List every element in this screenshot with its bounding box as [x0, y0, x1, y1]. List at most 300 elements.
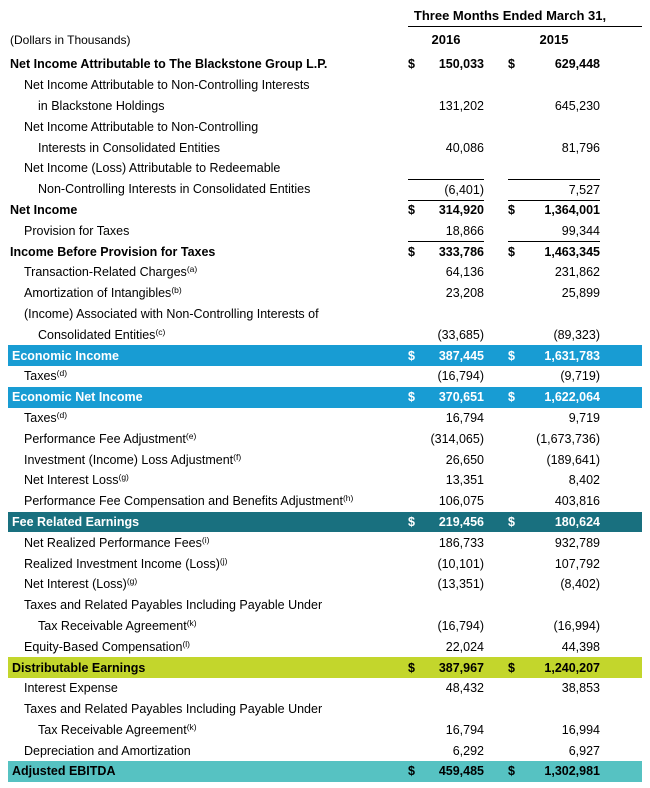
value-cell-2016 — [408, 408, 484, 429]
row-taxes — [8, 408, 642, 429]
row-economic-net-income — [8, 387, 642, 408]
row-net-interest-loss — [8, 574, 642, 595]
value-cell-2016 — [408, 761, 484, 782]
dollar-sign: $ — [408, 764, 415, 779]
value-cell-2016 — [408, 740, 484, 761]
footnote-reference: (f) — [233, 452, 242, 462]
row-label — [8, 681, 408, 695]
amount: (10,101) — [437, 556, 484, 571]
amount: 932,789 — [554, 535, 600, 550]
footnote-reference: (d) — [56, 410, 68, 420]
value-cell-2015 — [508, 304, 600, 325]
value-cell-2016 — [408, 491, 484, 512]
value-cell-2015 — [508, 54, 600, 75]
row-label-text: Tax Receivable Agreement — [38, 618, 187, 633]
amount: 629,448 — [554, 57, 600, 72]
footnote-reference: (g) — [126, 577, 138, 587]
dollar-sign: $ — [508, 245, 515, 260]
dollar-sign: $ — [508, 348, 515, 363]
table-line — [8, 54, 642, 75]
row-label — [8, 203, 408, 217]
table-line — [8, 304, 642, 325]
value-cell-2016 — [408, 304, 484, 325]
table-line — [8, 262, 642, 283]
footnote-reference: (i) — [201, 535, 210, 545]
row-label — [8, 161, 408, 175]
table-line — [8, 200, 642, 221]
value-cell-2016 — [408, 200, 484, 221]
value-cell-2016 — [408, 512, 484, 533]
table-line — [8, 324, 642, 345]
amount: 131,202 — [438, 98, 484, 113]
row-label-text: Net Income (Loss) Attributable to Redeemable — [24, 161, 281, 176]
table-line — [8, 657, 642, 678]
value-cell-2016 — [408, 75, 484, 96]
period-header: Three Months Ended March 31, — [408, 8, 642, 27]
table-line — [8, 512, 642, 533]
table-line — [8, 553, 642, 574]
amount: (89,323) — [553, 327, 600, 342]
row-label — [8, 411, 408, 425]
amount: 9,719 — [568, 410, 600, 425]
row-label-text: (Income) Associated with Non-Controlling Interests of — [24, 306, 319, 321]
amount: 25,899 — [561, 286, 600, 301]
row-label — [8, 764, 408, 778]
row-label — [8, 78, 408, 92]
row-label-text: Investment (Income) Loss Adjustment — [24, 452, 234, 467]
row-label — [8, 307, 408, 321]
value-cell-2015 — [508, 616, 600, 637]
footnote-reference: (k) — [186, 618, 197, 628]
row-income-before-provision-for-taxes — [8, 241, 642, 262]
table-line — [8, 720, 642, 741]
amount: 459,485 — [438, 764, 484, 779]
row-taxes-and-related-payables-including-payable-und — [8, 699, 642, 741]
row-investment-income-loss-adjustment — [8, 449, 642, 470]
amount: 99,344 — [561, 223, 600, 238]
row-label-text: Taxes — [24, 410, 57, 425]
value-cell-2015 — [508, 449, 600, 470]
table-line — [8, 470, 642, 491]
value-cell-2016 — [408, 158, 484, 179]
row-label-text: Realized Investment Income (Loss) — [24, 556, 220, 571]
value-cell-2015 — [508, 470, 600, 491]
amount: (189,641) — [546, 452, 600, 467]
row-label — [8, 57, 408, 71]
dollar-sign: $ — [508, 203, 515, 218]
row-label-text: Adjusted EBITDA — [12, 764, 116, 779]
row-label-text: Economic Net Income — [12, 390, 143, 405]
amount: (6,401) — [444, 182, 484, 197]
footnote-reference: (j) — [219, 556, 228, 566]
dollar-sign: $ — [408, 514, 415, 529]
amount: 1,463,345 — [544, 245, 600, 260]
row-label-text: Taxes — [24, 369, 57, 384]
row-label-text: in Blackstone Holdings — [38, 98, 165, 113]
value-cell-2015 — [508, 512, 600, 533]
value-cell-2015 — [508, 220, 600, 241]
row-label — [8, 494, 408, 508]
amount: 1,622,064 — [544, 390, 600, 405]
value-cell-2015 — [508, 137, 600, 158]
row-net-realized-performance-fees — [8, 532, 642, 553]
amount: 1,302,981 — [544, 764, 600, 779]
value-cell-2015 — [508, 574, 600, 595]
value-cell-2016 — [408, 241, 484, 262]
value-cell-2016 — [408, 387, 484, 408]
amount: 6,292 — [452, 743, 484, 758]
value-cell-2015 — [508, 428, 600, 449]
amount: (9,719) — [560, 369, 600, 384]
row-label-text: Interests in Consolidated Entities — [38, 140, 221, 155]
table-line — [8, 532, 642, 553]
value-cell-2016 — [408, 699, 484, 720]
row-label — [8, 744, 408, 758]
dollar-sign: $ — [408, 57, 415, 72]
table-line — [8, 595, 642, 616]
row-adjusted-ebitda — [8, 761, 642, 782]
value-cell-2016 — [408, 179, 484, 200]
row-label — [8, 369, 408, 383]
row-label-text: Taxes and Related Payables Including Payable Under — [24, 702, 323, 717]
amount: 370,651 — [438, 390, 484, 405]
table-line — [8, 574, 642, 595]
value-cell-2016 — [408, 720, 484, 741]
row-label — [8, 141, 408, 155]
value-cell-2016 — [408, 657, 484, 678]
value-cell-2015 — [508, 75, 600, 96]
footnote-reference: (c) — [155, 327, 166, 337]
dollar-sign: $ — [508, 514, 515, 529]
value-cell-2016 — [408, 678, 484, 699]
row-net-income-attributable-to-non-controlling — [8, 116, 642, 158]
value-cell-2016 — [408, 54, 484, 75]
amount: (8,402) — [560, 577, 600, 592]
row-label-text: Net Income Attributable to The Blackstone Group L.P. — [10, 57, 328, 72]
row-label-text: Net Income Attributable to Non-Controlling — [24, 119, 259, 134]
row-label — [8, 536, 408, 550]
row-label-text: Fee Related Earnings — [12, 514, 140, 529]
row-label — [8, 349, 408, 363]
row-label — [8, 265, 408, 279]
table-line — [8, 75, 642, 96]
amount: 16,794 — [445, 410, 484, 425]
row-label-text: Equity-Based Compensation — [24, 639, 183, 654]
dollar-sign: $ — [508, 764, 515, 779]
amount: 107,792 — [554, 556, 600, 571]
table-line — [8, 387, 642, 408]
table-line — [8, 449, 642, 470]
row-taxes — [8, 366, 642, 387]
amount: 44,398 — [561, 639, 600, 654]
value-cell-2016 — [408, 574, 484, 595]
row-net-income — [8, 200, 642, 221]
row-depreciation-and-amortization — [8, 740, 642, 761]
row-label — [8, 432, 408, 446]
row-label — [8, 99, 408, 113]
table-line — [8, 220, 642, 241]
row-economic-income — [8, 345, 642, 366]
amount: 186,733 — [438, 535, 484, 550]
amount: 38,853 — [561, 681, 600, 696]
footnote-reference: (g) — [118, 473, 129, 483]
row-label-text: Tax Receivable Agreement — [38, 722, 187, 737]
amount: 1,364,001 — [544, 203, 600, 218]
row-label — [8, 286, 408, 300]
amount: 333,786 — [438, 245, 484, 260]
amount: 645,230 — [554, 98, 600, 113]
value-cell-2016 — [408, 366, 484, 387]
table-line — [8, 616, 642, 637]
dollar-sign: $ — [408, 245, 415, 260]
amount: 22,024 — [445, 639, 484, 654]
amount: (16,794) — [437, 369, 484, 384]
value-cell-2016 — [408, 220, 484, 241]
row-label-text: Consolidated Entities — [38, 327, 156, 342]
row-income-associated-with-non-controlling-interests — [8, 304, 642, 346]
amount: 18,866 — [445, 223, 484, 238]
amount: 7,527 — [568, 182, 600, 197]
amount: 150,033 — [438, 57, 484, 72]
amount: (16,994) — [553, 618, 600, 633]
table-line — [8, 428, 642, 449]
amount: 314,920 — [438, 203, 484, 218]
amount: 1,240,207 — [544, 660, 600, 675]
footnote-reference: (e) — [185, 431, 197, 441]
value-cell-2016 — [408, 616, 484, 637]
value-cell-2016 — [408, 324, 484, 345]
row-label — [8, 598, 408, 612]
footnote-reference: (b) — [171, 286, 182, 296]
dollar-sign: $ — [508, 390, 515, 405]
table-line — [8, 345, 642, 366]
row-label — [8, 577, 408, 591]
value-cell-2015 — [508, 699, 600, 720]
value-cell-2016 — [408, 96, 484, 117]
row-label — [8, 702, 408, 716]
value-cell-2015 — [508, 678, 600, 699]
row-taxes-and-related-payables-including-payable-und — [8, 595, 642, 637]
amount: 48,432 — [445, 681, 484, 696]
value-cell-2015 — [508, 116, 600, 137]
value-cell-2015 — [508, 532, 600, 553]
amount: 16,794 — [445, 722, 484, 737]
value-cell-2015 — [508, 387, 600, 408]
column-header-2016: 2016 — [431, 32, 461, 47]
value-cell-2016 — [408, 470, 484, 491]
value-cell-2016 — [408, 262, 484, 283]
amount: 231,862 — [554, 265, 600, 280]
table-line — [8, 636, 642, 657]
amount: 387,967 — [438, 660, 484, 675]
row-realized-investment-income-loss — [8, 553, 642, 574]
row-label-text: Economic Income — [12, 348, 119, 363]
row-equity-based-compensation — [8, 636, 642, 657]
table-line — [8, 179, 642, 200]
dollar-sign: $ — [408, 660, 415, 675]
value-cell-2016 — [408, 636, 484, 657]
amount: 219,456 — [438, 514, 484, 529]
row-label-text: Net Interest Loss — [24, 473, 119, 488]
column-header-2015: 2015 — [539, 32, 569, 47]
value-cell-2015 — [508, 241, 600, 262]
value-cell-2015 — [508, 408, 600, 429]
row-label-text: Taxes and Related Payables Including Payable Under — [24, 598, 323, 613]
row-amortization-of-intangibles — [8, 283, 642, 304]
amount: 16,994 — [561, 722, 600, 737]
table-line — [8, 408, 642, 429]
dollar-sign: $ — [408, 390, 415, 405]
footnote-reference: (d) — [56, 369, 68, 379]
row-label-text: Performance Fee Adjustment — [24, 431, 186, 446]
row-label — [8, 224, 408, 238]
row-label — [8, 661, 408, 675]
value-cell-2015 — [508, 179, 600, 200]
value-cell-2016 — [408, 428, 484, 449]
row-label — [8, 182, 408, 196]
row-label-text: Net Realized Performance Fees — [24, 535, 202, 550]
value-cell-2015 — [508, 720, 600, 741]
row-transaction-related-charges — [8, 262, 642, 283]
amount: 387,445 — [438, 348, 484, 363]
row-label-text: Net Income Attributable to Non-Controlling Interests — [24, 78, 310, 93]
table-header-period-row — [8, 8, 642, 27]
row-net-income-loss-attributable-to-redeemable — [8, 158, 642, 200]
table-line — [8, 678, 642, 699]
table-line — [8, 96, 642, 117]
amount: (33,685) — [437, 327, 484, 342]
row-performance-fee-adjustment — [8, 428, 642, 449]
value-cell-2015 — [508, 366, 600, 387]
value-cell-2015 — [508, 491, 600, 512]
row-label-text: Amortization of Intangibles — [24, 286, 172, 301]
value-cell-2016 — [408, 595, 484, 616]
table-line — [8, 699, 642, 720]
amount: (1,673,736) — [536, 431, 600, 446]
table-line — [8, 116, 642, 137]
row-performance-fee-compensation-and-benefits-adjust — [8, 491, 642, 512]
value-cell-2015 — [508, 657, 600, 678]
row-label — [8, 328, 408, 342]
row-net-income-attributable-to-non-controlling-inter — [8, 75, 642, 117]
table-line — [8, 761, 642, 782]
value-cell-2015 — [508, 158, 600, 179]
footnote-reference: (h) — [342, 494, 354, 504]
value-cell-2015 — [508, 345, 600, 366]
dollar-sign: $ — [508, 660, 515, 675]
amount: 8,402 — [568, 473, 600, 488]
row-label-text: Net Income — [10, 202, 78, 217]
amount: (16,794) — [437, 618, 484, 633]
footnote-reference: (k) — [186, 722, 197, 732]
row-label — [8, 640, 408, 654]
amount: 403,816 — [554, 494, 600, 509]
value-cell-2016 — [408, 116, 484, 137]
value-cell-2015 — [508, 553, 600, 574]
row-label-text: Provision for Taxes — [24, 223, 130, 238]
row-fee-related-earnings — [8, 512, 642, 533]
amount: 26,650 — [445, 452, 484, 467]
value-cell-2015 — [508, 595, 600, 616]
row-label-text: Performance Fee Compensation and Benefits Adjustment — [24, 494, 343, 509]
value-cell-2016 — [408, 553, 484, 574]
row-label-text: Net Interest (Loss) — [24, 577, 127, 592]
row-label-text: Transaction-Related Charges — [24, 265, 187, 280]
row-label — [8, 557, 408, 571]
table-line — [8, 740, 642, 761]
amount: 64,136 — [445, 265, 484, 280]
value-cell-2015 — [508, 283, 600, 304]
amount: 13,351 — [445, 473, 484, 488]
value-cell-2015 — [508, 96, 600, 117]
table-header-columns-row — [8, 27, 642, 54]
row-label — [8, 473, 408, 487]
row-net-income-attributable-to-the-blackstone-group- — [8, 54, 642, 75]
value-cell-2016 — [408, 283, 484, 304]
units-note: (Dollars in Thousands) — [10, 33, 131, 47]
value-cell-2015 — [508, 324, 600, 345]
value-cell-2016 — [408, 345, 484, 366]
amount: 81,796 — [561, 140, 600, 155]
table-line — [8, 241, 642, 262]
amount: (13,351) — [437, 577, 484, 592]
row-net-interest-loss — [8, 470, 642, 491]
table-body — [8, 54, 642, 782]
table-line — [8, 283, 642, 304]
row-label — [8, 453, 408, 467]
amount: 23,208 — [445, 286, 484, 301]
row-label — [8, 619, 408, 633]
row-interest-expense — [8, 678, 642, 699]
row-label — [8, 390, 408, 404]
row-label — [8, 120, 408, 134]
row-provision-for-taxes — [8, 220, 642, 241]
dollar-sign: $ — [508, 57, 515, 72]
row-label — [8, 723, 408, 737]
dollar-sign: $ — [408, 203, 415, 218]
amount: 6,927 — [568, 743, 600, 758]
amount: 40,086 — [445, 140, 484, 155]
row-distributable-earnings — [8, 657, 642, 678]
value-cell-2016 — [408, 449, 484, 470]
value-cell-2016 — [408, 532, 484, 553]
row-label-text: Distributable Earnings — [12, 660, 146, 675]
amount: 106,075 — [438, 494, 484, 509]
value-cell-2015 — [508, 761, 600, 782]
amount: (314,065) — [430, 431, 484, 446]
amount: 1,631,783 — [544, 348, 600, 363]
row-label-text: Income Before Provision for Taxes — [10, 244, 216, 259]
value-cell-2015 — [508, 262, 600, 283]
row-label — [8, 515, 408, 529]
table-line — [8, 158, 642, 179]
table-line — [8, 491, 642, 512]
row-label-text: Interest Expense — [24, 681, 118, 696]
dollar-sign: $ — [408, 348, 415, 363]
value-cell-2016 — [408, 137, 484, 158]
value-cell-2015 — [508, 740, 600, 761]
amount: 180,624 — [554, 514, 600, 529]
row-label — [8, 245, 408, 259]
value-cell-2015 — [508, 636, 600, 657]
row-label-text: Non-Controlling Interests in Consolidated Entities — [38, 182, 311, 197]
table-line — [8, 137, 642, 158]
row-label-text: Depreciation and Amortization — [24, 743, 191, 758]
value-cell-2015 — [508, 200, 600, 221]
table-line — [8, 366, 642, 387]
footnote-reference: (a) — [186, 265, 198, 275]
footnote-reference: (l) — [182, 639, 190, 649]
